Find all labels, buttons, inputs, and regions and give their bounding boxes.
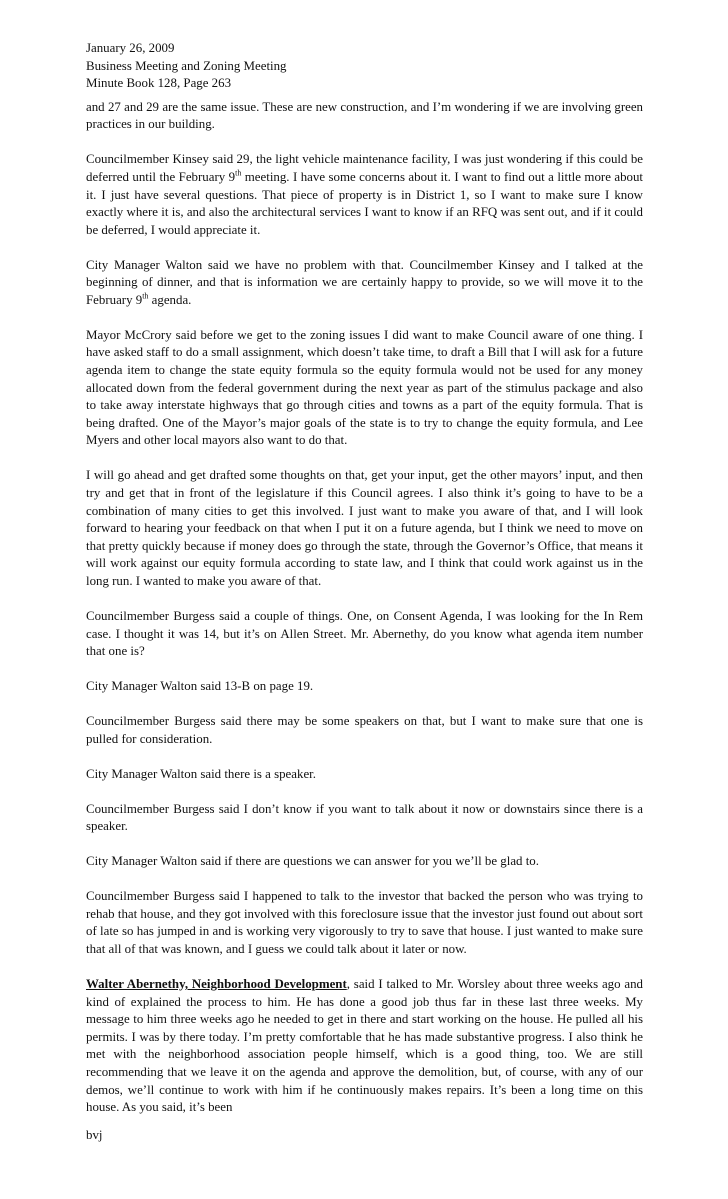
paragraph-walton-item-number: City Manager Walton said 13-B on page 19. xyxy=(86,679,314,694)
header-minute-book: Minute Book 128, Page 263 xyxy=(86,76,232,91)
paragraph-burgess-in-rem: Councilmember Burgess said a couple of things. One, on Consent Agenda, I was looking for the In Rem case. I thought it was 14, but it’s on Allen Street. Mr. Abernethy, do you know what agenda item number that one is? xyxy=(86,608,643,659)
speaker-name: Walter Abernethy, Neighborhood Development xyxy=(86,977,347,992)
page-footer-initials: bvj xyxy=(86,1128,103,1142)
paragraph-green-practices: and 27 and 29 are the same issue. These are new construction, and I’m wondering if we are involving green practices in our building. xyxy=(86,99,643,132)
header-date: January 26, 2009 xyxy=(86,41,175,55)
paragraph-kinsey-deferral: Councilmember Kinsey said 29, the light vehicle maintenance facility, I was just wondering if this could be deferred until the February 9th meeting. I have some concerns about it. I want to find out a little more about it. I just have several questions. That piece of property is in District 1, so I want to make sure I know exactly where it is, and also the architectural services I want to know if an RFQ was sent out, and if it could be deferred, I would appreciate it. xyxy=(86,152,643,237)
paragraph-burgess-speakers: Councilmember Burgess said there may be some speakers on that, but I want to make sure that one is pulled for consideration. xyxy=(86,714,643,746)
paragraph-burgess-downstairs: Councilmember Burgess said I don’t know if you want to talk about it now or downstairs since there is a speaker. xyxy=(86,801,643,834)
paragraph-walton-speaker: City Manager Walton said there is a speaker. xyxy=(86,766,316,781)
paragraph-mayor-equity-formula: Mayor McCrory said before we get to the zoning issues I did want to make Council aware of one thing. I have asked staff to do a small assignment, which doesn’t take time, to draft a Bill that I will ask for a future agenda item to change the state equity formula so the equity formula would not be used for any money allocated down from the federal government during the next year as part of the stimulus package and also to take away interstate highways that go through cities and towns as a part of the equity formula. That is being drafted. One of the Mayor’s major goals of the state is to try to change the equity formula, and Lee Myers and other local mayors also want to do that. xyxy=(86,327,643,448)
paragraph-abernethy-response: Walter Abernethy, Neighborhood Development, said I talked to Mr. Worsley about three weeks ago and kind of explained the process to him. He has done a good job thus far in these last three weeks. My message to him three weeks ago he needed to get in there and start working on the house. He pulled all his permits. I was by there today. I’m pretty comfortable that he has made substantive progress. I also think he met with the neighborhood association people himself, which is a good thing, too. We are still recommending that we leave it on the agenda and approve the demolition, but, of course, with any of our demos, we’ll continue to work with him if he continuously makes repairs. It’s been a long time on this house. As you said, it’s been xyxy=(86,977,643,1115)
page-header xyxy=(86,40,643,93)
paragraph-walton-questions: City Manager Walton said if there are questions we can answer for you we’ll be glad to. xyxy=(86,854,539,869)
header-meeting-title: Business Meeting and Zoning Meeting xyxy=(86,58,287,73)
document-page xyxy=(86,40,643,1134)
paragraph-mayor-legislature: I will go ahead and get drafted some thoughts on that, get your input, get the other mayors’ input, and then try and get that in front of the legislature if this Council agrees. I also think it’s going to have to be a combination of many cities to get this involved. I just want to make you aware of that, and I will look forward to hearing your feedback on that when I put it on a future agenda, but I think we need to move on that pretty quickly because if money does go through the state, through the Governor’s Office, that means it will work against our equity formula according to state law, and I think that could work against us in the long run. I wanted to make you aware of that. xyxy=(86,468,643,588)
paragraph-walton-deferral: City Manager Walton said we have no problem with that. Councilmember Kinsey and I talked at the beginning of dinner, and that is information we are certainly happy to provide, so we will move it to the February 9th agenda. xyxy=(86,257,643,307)
paragraph-burgess-investor: Councilmember Burgess said I happened to talk to the investor that backed the person who was trying to rehab that house, and they got involved with this foreclosure issue that the investor just found out about sort of late so has jumped in and is working very vigorously to try to save that house. I just wanted to make sure that all of that was known, and I guess we could talk about it later or now. xyxy=(86,889,643,957)
